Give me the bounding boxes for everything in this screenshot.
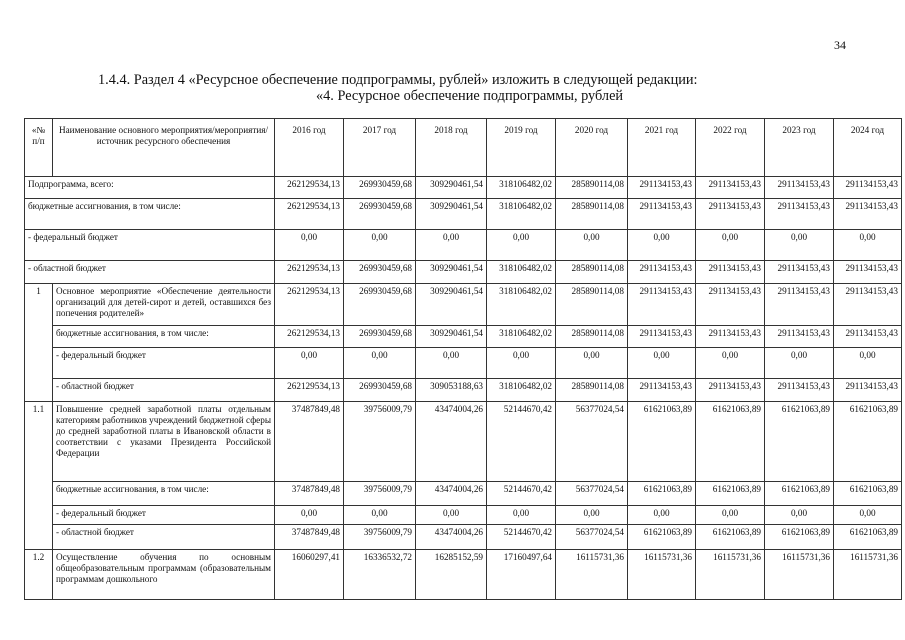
cell-value: 262129534,13 [275, 199, 344, 230]
cell-value: 61621063,89 [834, 482, 902, 506]
cell-value: 318106482,02 [487, 199, 556, 230]
cell-value: 269930459,68 [344, 261, 416, 284]
row-label: - областной бюджет [53, 525, 275, 550]
cell-value: 269930459,68 [344, 199, 416, 230]
cell-value: 291134153,43 [696, 379, 765, 402]
cell-value: 56377024,54 [556, 482, 628, 506]
cell-value: 285890114,08 [556, 379, 628, 402]
table-row [25, 284, 902, 326]
cell-value: 269930459,68 [344, 326, 416, 348]
cell-value: 262129534,13 [275, 261, 344, 284]
header-year: 2018 год [416, 119, 487, 177]
row-label: бюджетные ассигнования, в том числе: [53, 482, 275, 506]
cell-value: 262129534,13 [275, 326, 344, 348]
table-row [25, 326, 902, 348]
cell-value: 61621063,89 [834, 525, 902, 550]
cell-value: 0,00 [275, 348, 344, 379]
cell-value: 291134153,43 [696, 261, 765, 284]
cell-value: 43474004,26 [416, 525, 487, 550]
cell-value: 16285152,59 [416, 550, 487, 600]
header-year: 2017 год [344, 119, 416, 177]
cell-value: 291134153,43 [628, 261, 696, 284]
cell-value: 0,00 [765, 348, 834, 379]
cell-value: 39756009,79 [344, 482, 416, 506]
table-row [25, 199, 902, 230]
cell-value: 61621063,89 [628, 402, 696, 482]
cell-value: 61621063,89 [628, 525, 696, 550]
table-row [25, 402, 902, 482]
table-row [25, 379, 902, 402]
cell-value: 16115731,36 [696, 550, 765, 600]
cell-value: 285890114,08 [556, 199, 628, 230]
header-name: Наименование основного мероприятия/мероприятия/ источник ресурсного обеспечения [53, 119, 275, 177]
amendment-heading: 1.4.4. Раздел 4 «Ресурсное обеспечение подпрограммы, рублей» изложить в следующей редакции: [98, 72, 698, 88]
cell-value: 37487849,48 [275, 402, 344, 482]
header-year: 2023 год [765, 119, 834, 177]
row-number: 1.1 [25, 402, 53, 550]
row-label: Основное мероприятие «Обеспечение деятельности организаций для детей-сирот и детей, оставшихся без попечения родителей» [53, 284, 275, 326]
cell-value: 291134153,43 [834, 379, 902, 402]
cell-value: 291134153,43 [628, 199, 696, 230]
cell-value: 0,00 [628, 506, 696, 525]
cell-value: 16115731,36 [628, 550, 696, 600]
row-label: - федеральный бюджет [53, 348, 275, 379]
cell-value: 0,00 [834, 230, 902, 261]
cell-value: 291134153,43 [834, 326, 902, 348]
cell-value: 291134153,43 [696, 177, 765, 199]
cell-value: 0,00 [275, 506, 344, 525]
cell-value: 0,00 [765, 230, 834, 261]
header-year: 2024 год [834, 119, 902, 177]
row-label: - федеральный бюджет [53, 506, 275, 525]
row-label: Осуществление обучения по основным общеобразовательным программам (образовательным программам дошкольного [53, 550, 275, 600]
cell-value: 52144670,42 [487, 482, 556, 506]
cell-value: 52144670,42 [487, 525, 556, 550]
cell-value: 0,00 [487, 506, 556, 525]
row-label: бюджетные ассигнования, в том числе: [25, 199, 275, 230]
row-label: - федеральный бюджет [25, 230, 275, 261]
cell-value: 37487849,48 [275, 482, 344, 506]
cell-value: 61621063,89 [834, 402, 902, 482]
cell-value: 309290461,54 [416, 284, 487, 326]
table-row [25, 177, 902, 199]
row-label: Подпрограмма, всего: [25, 177, 275, 199]
page-number: 34 [834, 38, 846, 52]
cell-value: 318106482,02 [487, 379, 556, 402]
cell-value: 0,00 [344, 348, 416, 379]
cell-value: 0,00 [696, 506, 765, 525]
cell-value: 291134153,43 [696, 326, 765, 348]
cell-value: 318106482,02 [487, 261, 556, 284]
cell-value: 0,00 [416, 506, 487, 525]
cell-value: 61621063,89 [765, 402, 834, 482]
cell-value: 0,00 [834, 348, 902, 379]
row-label: Повышение средней заработной платы отдельным категориям работников учреждений бюджетной сферы до средней заработной платы в Ивановской области в соответствии с указами Президента Российской Федерации [53, 402, 275, 482]
cell-value: 291134153,43 [765, 177, 834, 199]
cell-value: 309290461,54 [416, 326, 487, 348]
cell-value: 309290461,54 [416, 261, 487, 284]
cell-value: 291134153,43 [628, 326, 696, 348]
cell-value: 291134153,43 [765, 379, 834, 402]
cell-value: 0,00 [556, 230, 628, 261]
cell-value: 291134153,43 [834, 261, 902, 284]
table-row [25, 348, 902, 379]
cell-value: 291134153,43 [696, 199, 765, 230]
cell-value: 39756009,79 [344, 402, 416, 482]
cell-value: 309290461,54 [416, 177, 487, 199]
cell-value: 0,00 [487, 230, 556, 261]
section-title: «4. Ресурсное обеспечение подпрограммы, рублей [316, 88, 624, 104]
cell-value: 291134153,43 [628, 177, 696, 199]
header-year: 2021 год [628, 119, 696, 177]
row-number: 1.2 [25, 550, 53, 600]
header-year: 2020 год [556, 119, 628, 177]
cell-value: 56377024,54 [556, 525, 628, 550]
cell-value: 61621063,89 [765, 482, 834, 506]
cell-value: 318106482,02 [487, 284, 556, 326]
cell-value: 43474004,26 [416, 482, 487, 506]
cell-value: 262129534,13 [275, 177, 344, 199]
cell-value: 0,00 [344, 506, 416, 525]
cell-value: 309053188,63 [416, 379, 487, 402]
table-row [25, 550, 902, 600]
cell-value: 56377024,54 [556, 402, 628, 482]
cell-value: 0,00 [628, 230, 696, 261]
cell-value: 269930459,68 [344, 379, 416, 402]
cell-value: 291134153,43 [765, 326, 834, 348]
cell-value: 61621063,89 [696, 402, 765, 482]
table-row [25, 230, 902, 261]
cell-value: 318106482,02 [487, 177, 556, 199]
cell-value: 291134153,43 [696, 284, 765, 326]
cell-value: 0,00 [556, 506, 628, 525]
cell-value: 285890114,08 [556, 326, 628, 348]
cell-value: 17160497,64 [487, 550, 556, 600]
header-year: 2019 год [487, 119, 556, 177]
header-no: «№ п/п [25, 119, 53, 177]
cell-value: 291134153,43 [765, 284, 834, 326]
cell-value: 291134153,43 [628, 379, 696, 402]
cell-value: 61621063,89 [765, 525, 834, 550]
cell-value: 262129534,13 [275, 379, 344, 402]
cell-value: 0,00 [416, 348, 487, 379]
cell-value: 16336532,72 [344, 550, 416, 600]
cell-value: 16115731,36 [834, 550, 902, 600]
cell-value: 16060297,41 [275, 550, 344, 600]
cell-value: 0,00 [696, 348, 765, 379]
header-year: 2016 год [275, 119, 344, 177]
cell-value: 291134153,43 [628, 284, 696, 326]
cell-value: 0,00 [416, 230, 487, 261]
row-label: - областной бюджет [53, 379, 275, 402]
row-label: - областной бюджет [25, 261, 275, 284]
cell-value: 269930459,68 [344, 284, 416, 326]
cell-value: 0,00 [487, 348, 556, 379]
row-number: 1 [25, 284, 53, 402]
cell-value: 0,00 [765, 506, 834, 525]
cell-value: 52144670,42 [487, 402, 556, 482]
cell-value: 291134153,43 [834, 199, 902, 230]
cell-value: 269930459,68 [344, 177, 416, 199]
row-label: бюджетные ассигнования, в том числе: [53, 326, 275, 348]
cell-value: 61621063,89 [696, 482, 765, 506]
resource-table [24, 118, 902, 600]
cell-value: 291134153,43 [834, 284, 902, 326]
table-row [25, 506, 902, 525]
cell-value: 0,00 [628, 348, 696, 379]
table-header-row [25, 119, 902, 177]
cell-value: 318106482,02 [487, 326, 556, 348]
cell-value: 0,00 [834, 506, 902, 525]
cell-value: 43474004,26 [416, 402, 487, 482]
cell-value: 39756009,79 [344, 525, 416, 550]
cell-value: 61621063,89 [628, 482, 696, 506]
cell-value: 285890114,08 [556, 284, 628, 326]
table-row [25, 482, 902, 506]
cell-value: 291134153,43 [765, 261, 834, 284]
cell-value: 291134153,43 [765, 199, 834, 230]
cell-value: 0,00 [556, 348, 628, 379]
cell-value: 285890114,08 [556, 177, 628, 199]
cell-value: 0,00 [344, 230, 416, 261]
cell-value: 16115731,36 [765, 550, 834, 600]
cell-value: 291134153,43 [834, 177, 902, 199]
table-row [25, 525, 902, 550]
header-year: 2022 год [696, 119, 765, 177]
cell-value: 16115731,36 [556, 550, 628, 600]
cell-value: 262129534,13 [275, 284, 344, 326]
cell-value: 37487849,48 [275, 525, 344, 550]
cell-value: 0,00 [275, 230, 344, 261]
cell-value: 285890114,08 [556, 261, 628, 284]
cell-value: 0,00 [696, 230, 765, 261]
cell-value: 309290461,54 [416, 199, 487, 230]
table-row [25, 261, 902, 284]
cell-value: 61621063,89 [696, 525, 765, 550]
